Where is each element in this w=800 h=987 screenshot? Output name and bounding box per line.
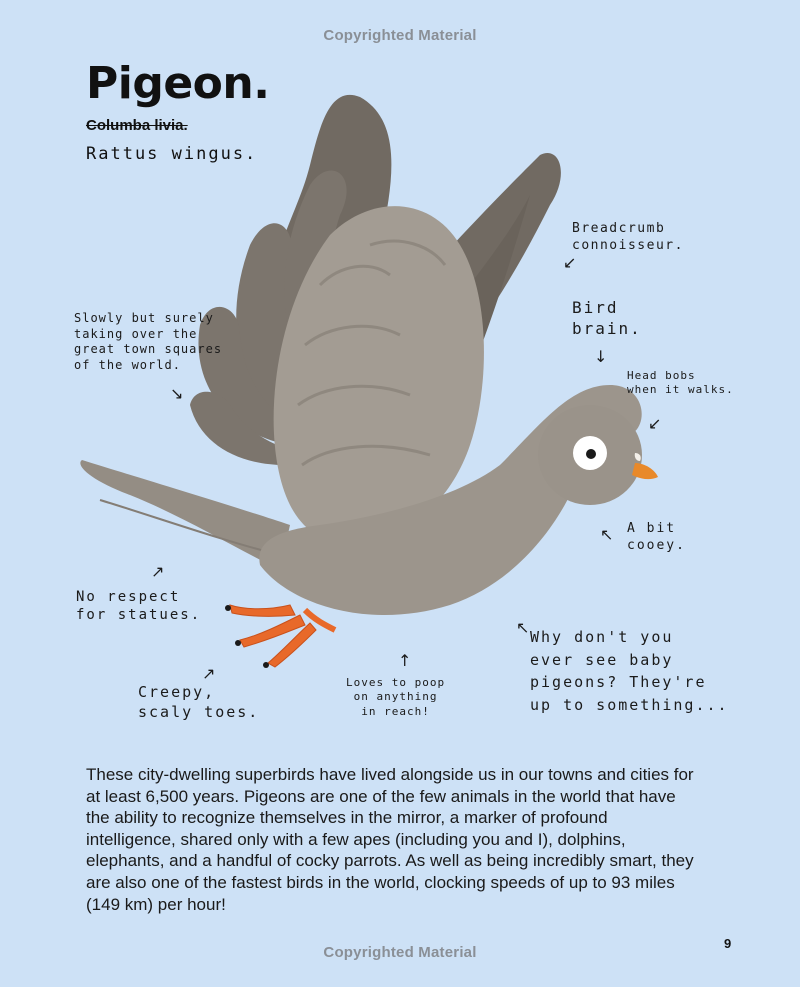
joke-name: Rattus wingus. — [86, 144, 258, 164]
annotation-a-bit-cooey: A bit cooey. — [627, 521, 686, 553]
copyright-watermark-bottom: Copyrighted Material — [323, 944, 477, 961]
arrow-icon: ↙ — [648, 414, 662, 433]
arrow-icon: ↑ — [398, 651, 412, 670]
arrow-icon: ↖ — [600, 525, 614, 544]
page-title: Pigeon. — [86, 58, 270, 109]
body-paragraph: These city-dwelling superbirds have lived alongside us in our towns and cities for at least 6,500 years. Pigeons are one of the few animals in the world that have the ability to recognize themselves in the mirror, a marker of profound intelligence, shared only with a few apes (including you and I), dolphins, elephants, and a handful of cocky parrots. As well as being incredibly smart, they are also one of the fastest birds in the world, clocking speeds of up to 93 miles (149 km) per hour! — [86, 765, 694, 914]
annotation-no-respect: No respect for statues. — [76, 589, 202, 624]
annotation-bird-brain: Bird brain. — [572, 298, 642, 338]
annotation-creepy-toes: Creepy, scaly toes. — [138, 683, 260, 721]
copyright-watermark-top: Copyrighted Material — [323, 27, 477, 44]
arrow-icon: ↖ — [516, 618, 530, 637]
annotation-baby-pigeons: Why don't you ever see baby pigeons? They're up to something... — [530, 628, 729, 714]
arrow-icon: ↓ — [594, 347, 608, 366]
annotation-breadcrumb: Breadcrumb connoisseur. — [572, 221, 684, 253]
scientific-name: Columba livia. — [86, 117, 188, 134]
page-number: 9 — [724, 936, 732, 951]
arrow-icon: ↘ — [170, 384, 184, 403]
tail — [80, 460, 290, 570]
arrow-icon: ↗ — [151, 562, 165, 581]
annotation-poop: Loves to poop on anything in reach! — [346, 676, 446, 718]
annotation-head-bobs: Head bobs when it walks. — [627, 369, 734, 397]
arrow-icon: ↙ — [563, 253, 577, 272]
arrow-icon: ↗ — [202, 664, 216, 683]
pigeon-feet — [230, 605, 335, 667]
annotation-slowly: Slowly but surely taking over the great town squares of the world. — [74, 311, 223, 372]
